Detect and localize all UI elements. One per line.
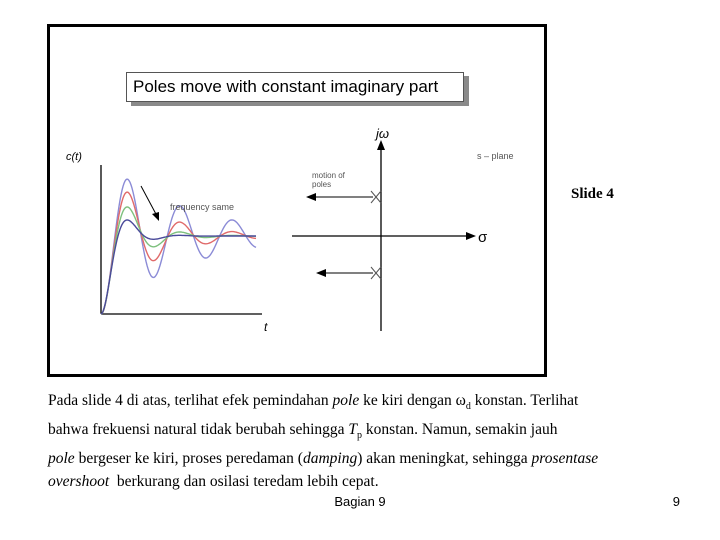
page-number: 9: [672, 494, 680, 509]
description-text: bahwa frekuensi natural tidak berubah sehingga: [48, 421, 349, 439]
description-line-1: [48, 389, 698, 418]
s-plane-label: s – plane: [477, 151, 514, 161]
description-line-2: [48, 418, 698, 447]
description-paragraph: [48, 389, 698, 493]
description-text: konstan. Terlihat: [470, 392, 579, 409]
response-curve-1: [101, 179, 256, 314]
imag-axis-arrowhead: [377, 140, 385, 150]
description-term-pole: pole: [332, 392, 360, 409]
response-y-label: c(t): [66, 151, 82, 163]
description-term-overshoot: overshoot: [48, 473, 110, 491]
slide-label: Slide 4: [571, 186, 614, 202]
description-text: ke kiri dengan: [359, 392, 456, 409]
description-line-3: [48, 447, 698, 470]
annotation-label: frequency same: [170, 202, 235, 212]
omega-symbol: ω: [455, 392, 466, 409]
omega-subscript: d: [465, 401, 471, 413]
lower-pole-motion-arrowhead: [316, 269, 326, 277]
motion-label-line1: motion of: [312, 171, 345, 180]
description-text: bergeser ke kiri, proses peredaman (: [74, 450, 303, 468]
slide-title: Poles move with constant imaginary part: [126, 72, 464, 102]
real-axis-label: σ: [478, 229, 488, 246]
description-text: ) akan meningkat, sehingga: [357, 450, 532, 468]
upper-pole-motion-arrowhead: [306, 193, 316, 201]
real-axis-arrowhead: [466, 232, 476, 240]
description-text: konstan. Namun, semakin jauh: [362, 421, 558, 439]
response-curve-3: [101, 207, 256, 314]
description-text: Pada slide 4 di atas, terlihat efek pemindahan: [48, 392, 333, 409]
response-curve-4: [101, 220, 256, 314]
footer-section: Bagian 9: [334, 494, 386, 509]
description-line-4: [48, 470, 698, 493]
description-term-prosentase: prosentase: [531, 450, 599, 468]
description-text: berkurang dan osilasi teredam lebih cepat.: [109, 473, 379, 491]
annotation-arrow-head: [152, 212, 159, 221]
motion-label-line2: poles: [312, 180, 332, 189]
response-curves: [101, 179, 256, 314]
peak-time-symbol: T: [348, 421, 358, 439]
peak-time-subscript: p: [357, 430, 363, 442]
imag-axis-label: jω: [376, 126, 390, 141]
description-term-pole: pole: [48, 450, 75, 468]
annotation-arrow-shaft: [141, 186, 157, 216]
response-x-label: t: [264, 320, 268, 334]
description-term-damping: damping: [302, 450, 358, 468]
